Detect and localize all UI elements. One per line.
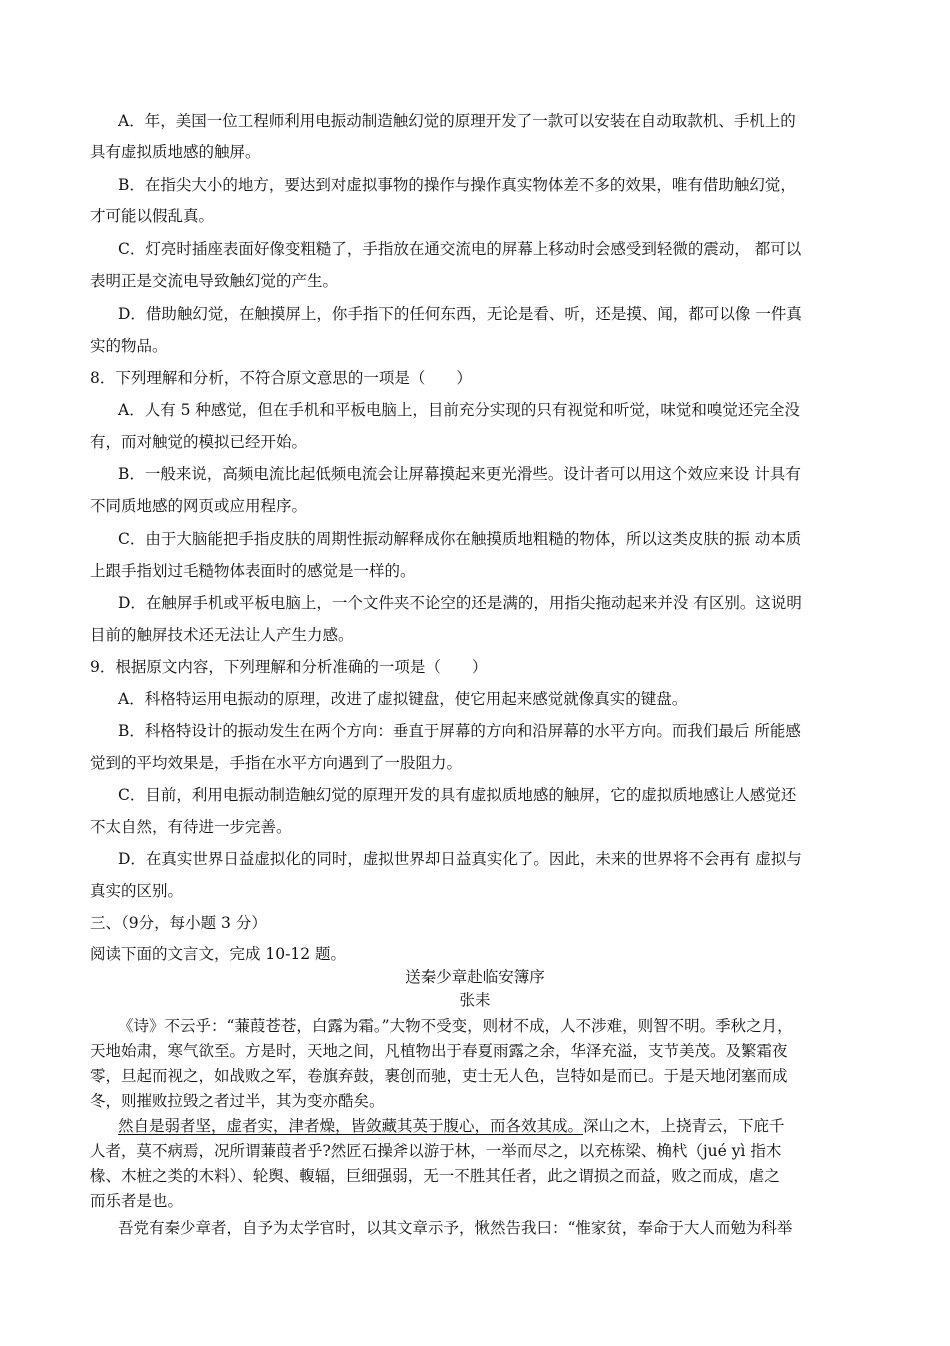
classical-line-3-rest: ，旦起而视之，如战败之军，卷旗弃鼓，裹创而驰，吏士无人色，岂特如是而已。于是天地闭塞而成 xyxy=(105,1067,788,1085)
q8-option-c-line-2: 上跟手指划过毛糙物体表面时的感觉是一样的。 xyxy=(90,562,416,580)
classical-line-5 xyxy=(118,1115,870,1137)
option-a-line-2: 具有虚拟质地感的触屏。 xyxy=(90,143,261,161)
q9-option-d-line-1: D．在真实世界日益虚拟化的同时，虚拟世界却日益真实化了。因此，未来的世界将不会再有 虚拟与 xyxy=(118,850,802,868)
classical-line-3 xyxy=(90,1065,870,1087)
classical-line-4: 冬，则摧败拉毁之者过半，其为变亦酷矣。 xyxy=(90,1092,385,1110)
option-d-line-2: 实的物品。 xyxy=(90,337,168,355)
question-9: 9．根据原文内容，下列理解和分析准确的一项是（ ） xyxy=(90,658,488,676)
classical-line-9: 吾党有秦少章者，自予为太学官时，以其文章示予，愀然告我曰：“惟家贫，奉命于大人而勉为科举 xyxy=(118,1219,793,1237)
q9-option-b-line-1: B．科格特设计的振动发生在两个方向：垂直于屏幕的方向和沿屏幕的水平方向。而我们最后 所能感 xyxy=(118,722,801,740)
underlined-sentence: 然自是弱者坚，虚者实，津者燥，皆敛藏其英于腹心，而各效其成。 xyxy=(118,1117,584,1135)
q8-option-b-line-2: 不同质地感的网页或应用程序。 xyxy=(90,497,308,515)
classical-line-2: 天地始肃，寒气欲至。方是时，天地之间，凡植物出于春夏雨露之余，华泽充溢，支节美茂。及繁霜夜 xyxy=(90,1042,788,1060)
option-b-line-2: 才可能以假乱真。 xyxy=(90,207,215,225)
question-8: 8．下列理解和分析，不符合原文意思的一项是（ ） xyxy=(90,369,472,387)
q9-option-d-line-2: 真实的区别。 xyxy=(90,882,184,900)
option-d-line-1: D．借助触幻觉，在触摸屏上，你手指下的任何东西，无论是看、听，还是摸、闻，都可以像 一件真 xyxy=(118,305,802,323)
q9-option-a: A．科格特运用电振动的原理，改进了虚拟键盘，使它用起来感觉就像真实的键盘。 xyxy=(118,690,688,708)
q8-option-c-line-1: C．由于大脑能把手指皮肤的周期性振动解释成你在触摸质地粗糙的物体，所以这类皮肤的振 动本质 xyxy=(118,530,802,548)
option-c-line-2: 表明正是交流电导致触幻觉的产生。 xyxy=(90,272,339,290)
q9-option-b-line-2: 觉到的平均效果是，手指在水平方向遇到了一股阻力。 xyxy=(90,754,463,772)
classical-line-5-rest: 深山之木，上挠青云，下庇千 xyxy=(583,1117,785,1135)
option-c-line-1: C．灯亮时插座表面好像变粗糙了，手指放在通交流电的屏幕上移动时会感受到轻微的震动， 都可以 xyxy=(118,240,802,258)
passage-title: 送秦少章赴临安簿序 xyxy=(405,968,545,986)
q9-option-c-line-1: C．目前，利用电振动制造触幻觉的原理开发的具有虚拟质地感的触屏，它的虚拟质地感让人感觉还 xyxy=(118,786,797,804)
section-three-heading: 三、（9分，每小题 3 分） xyxy=(90,914,267,932)
passage-author: 张耒 xyxy=(459,991,491,1009)
classical-line-1: 《诗》不云乎：“蒹葭苍苍，白露为霜。”大物不受变，则材不成，人不涉难，则智不明。季秋之月， xyxy=(118,1017,793,1035)
emphasis-dot-char: 零 xyxy=(90,1067,106,1085)
q8-option-a-line-2: 有，而对触觉的模拟已经开始。 xyxy=(90,433,308,451)
reading-instruction: 阅读下面的文言文，完成 10-12 题。 xyxy=(90,945,347,963)
classical-line-6: 人者，莫不病焉，况所谓蒹葭者乎?然匠石操斧以游于林，一举而尽之，以充栋梁、桷杙（jué yì 指木 xyxy=(90,1142,782,1160)
q8-option-a-line-1: A．人有 5 种感觉，但在手机和平板电脑上，目前充分实现的只有视觉和听觉，味觉和嗅觉还完全没 xyxy=(118,401,800,419)
classical-line-7: 椽、木桩之类的木料）、轮舆、輹辐，巨细强弱，无一不胜其任者，此之谓损之而益，败之而成，虐之 xyxy=(90,1167,780,1185)
classical-line-8: 而乐者是也。 xyxy=(90,1192,184,1210)
q8-option-d-line-2: 目前的触屏技术还无法让人产生力感。 xyxy=(90,626,354,644)
q8-option-d-line-1: D．在触屏手机或平板电脑上，一个文件夹不论空的还是满的，用指尖拖动起来并没 有区别。这说明 xyxy=(118,594,802,612)
q9-option-c-line-2: 不太自然，有待进一步完善。 xyxy=(90,818,292,836)
q8-option-b-line-1: B．一般来说，高频电流比起低频电流会让屏幕摸起来更光滑些。设计者可以用这个效应来设 计具有 xyxy=(118,465,801,483)
option-a-line-1: A．年，美国一位工程师利用电振动制造触幻觉的原理开发了一款可以安装在自动取款机、手机上的 xyxy=(118,112,796,130)
option-b-line-1: B．在指尖大小的地方，要达到对虚拟事物的操作与操作真实物体差不多的效果，唯有借助触幻觉， xyxy=(118,176,796,194)
